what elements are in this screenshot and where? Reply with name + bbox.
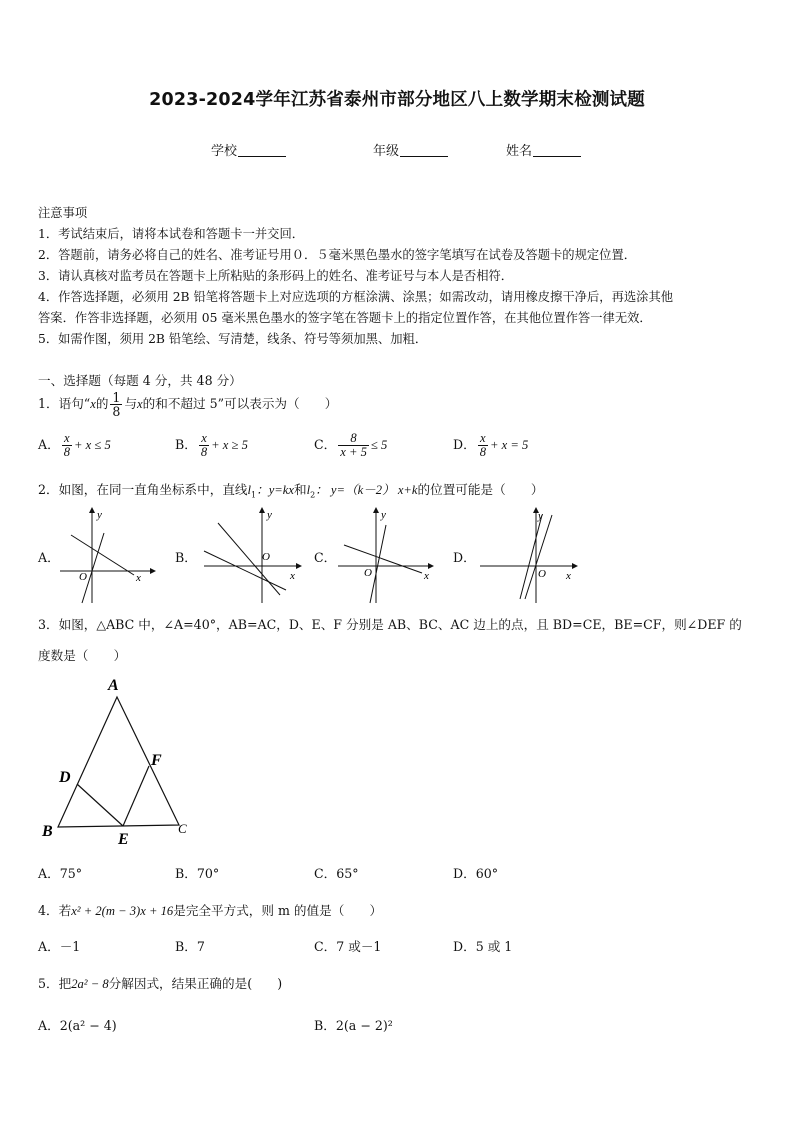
svg-text:y: y	[267, 509, 272, 521]
q2-graph-d	[476, 505, 582, 605]
svg-text:y: y	[97, 509, 102, 521]
name-field	[506, 140, 581, 159]
question-3-line1: 3．如图，△ABC 中，∠A=40°，AB=AC，D、E、F 分别是 AB、BC、AC 边上的点，且 BD=CE，BE=CF，则∠DEF 的	[38, 617, 742, 632]
school-blank	[238, 144, 286, 157]
question-5: 5．把2a² − 8分解因式，结果正确的是( )	[38, 976, 283, 991]
q2-graph-a	[56, 505, 156, 605]
notice-item: 4．作答选择题，必须用 2B 铅笔将答题卡上对应选项的方框涂满、涂黑；如需改动，请用橡皮擦干净后，再选涂其他	[38, 290, 674, 304]
svg-text:x: x	[136, 572, 141, 584]
name-label: 姓名	[506, 144, 533, 159]
q4-option-a: A．－1	[38, 939, 81, 954]
q4-option-c: C．7 或－1	[314, 939, 382, 954]
svg-text:A: A	[108, 677, 119, 694]
question-1: 1．语句“x的 $\frac{1}{8}$ 与x的和不超过 5”可以表示为（ ）	[38, 390, 338, 420]
notice-item: 3．请认真核对监考员在答题卡上所粘贴的条形码上的姓名、准考证号与本人是否相符．	[38, 269, 514, 283]
q1-option-b: B． $\frac{x}{8}$ + x ≥ 5	[175, 431, 248, 460]
q5-option-b: B．2(a − 2)²	[314, 1018, 393, 1033]
svg-text:x: x	[566, 570, 571, 582]
svg-text:O: O	[538, 568, 546, 580]
svg-text:O: O	[364, 567, 372, 579]
svg-text:O: O	[79, 571, 87, 583]
grade-label: 年级	[373, 144, 400, 159]
q5-option-a: A．2(a² − 4)	[38, 1018, 117, 1033]
notice-item: 答案．作答非选择题，必须用 05 毫米黑色墨水的签字笔在答题卡上的指定位置作答，在其他位置作答一律无效．	[38, 311, 652, 325]
q3-option-c: C．65°	[314, 866, 359, 881]
q2-graph-b	[200, 505, 306, 605]
svg-text:C: C	[178, 821, 187, 836]
page-title: 2023-2024学年江苏省泰州市部分地区八上数学期末检测试题	[149, 90, 645, 110]
notice-item: 5．如需作图，须用 2B 铅笔绘、写清楚，线条、符号等须加黑、加粗．	[38, 332, 428, 346]
q2-option-a-label: A．	[38, 550, 60, 565]
q1-option-c: C． $\frac{8}{x + 5}$ ≤ 5	[314, 431, 388, 460]
q3-option-b: B．70°	[175, 866, 220, 881]
q3-option-a: A．75°	[38, 866, 83, 881]
q4-option-b: B．7	[175, 939, 205, 954]
q2-option-b-label: B．	[175, 550, 197, 565]
svg-text:E: E	[118, 831, 129, 848]
name-blank	[533, 144, 581, 157]
section-heading: 一、选择题（每题 4 分，共 48 分）	[38, 373, 242, 388]
question-4: 4．若x² + 2(m − 3)x + 16是完全平方式，则 m 的值是（ ）	[38, 903, 383, 918]
q1-option-d: D． $\frac{x}{8}$ + x = 5	[453, 431, 529, 460]
notice-item: 2．答题前，请务必将自己的姓名、准考证号用０．５毫米黑色墨水的签字笔填写在试卷及答题卡的规定位置．	[38, 248, 637, 262]
q2-option-c-label: C．	[314, 550, 337, 565]
svg-text:D: D	[59, 769, 71, 786]
grade-blank	[400, 144, 448, 157]
q4-option-d: D．5 或 1	[453, 939, 513, 954]
notice-heading: 注意事项	[38, 206, 88, 220]
q3-option-d: D．60°	[453, 866, 499, 881]
svg-text:y: y	[381, 509, 386, 521]
svg-text:O: O	[262, 551, 270, 563]
svg-text:x: x	[424, 570, 429, 582]
svg-text:F: F	[151, 752, 162, 769]
notice-item: 1．考试结束后，请将本试卷和答题卡一并交回．	[38, 227, 305, 241]
school-field	[211, 140, 286, 159]
grade-field	[373, 140, 448, 159]
question-2: 2．如图，在同一直角坐标系中，直线$l_1$：y=kx和$l_2$： y=（k－2） x+k的位置可能是（ ）	[38, 482, 544, 500]
svg-text:x: x	[290, 570, 295, 582]
question-3-line2: 度数是（ ）	[38, 648, 127, 663]
q2-graph-c	[334, 505, 440, 605]
q3-triangle-figure	[36, 670, 196, 850]
svg-text:B: B	[42, 823, 53, 840]
q2-option-d-label: D．	[453, 550, 476, 565]
school-label: 学校	[211, 144, 238, 159]
svg-text:y: y	[538, 510, 543, 522]
q1-option-a: A． $\frac{x}{8}$ + x ≤ 5	[38, 431, 111, 460]
